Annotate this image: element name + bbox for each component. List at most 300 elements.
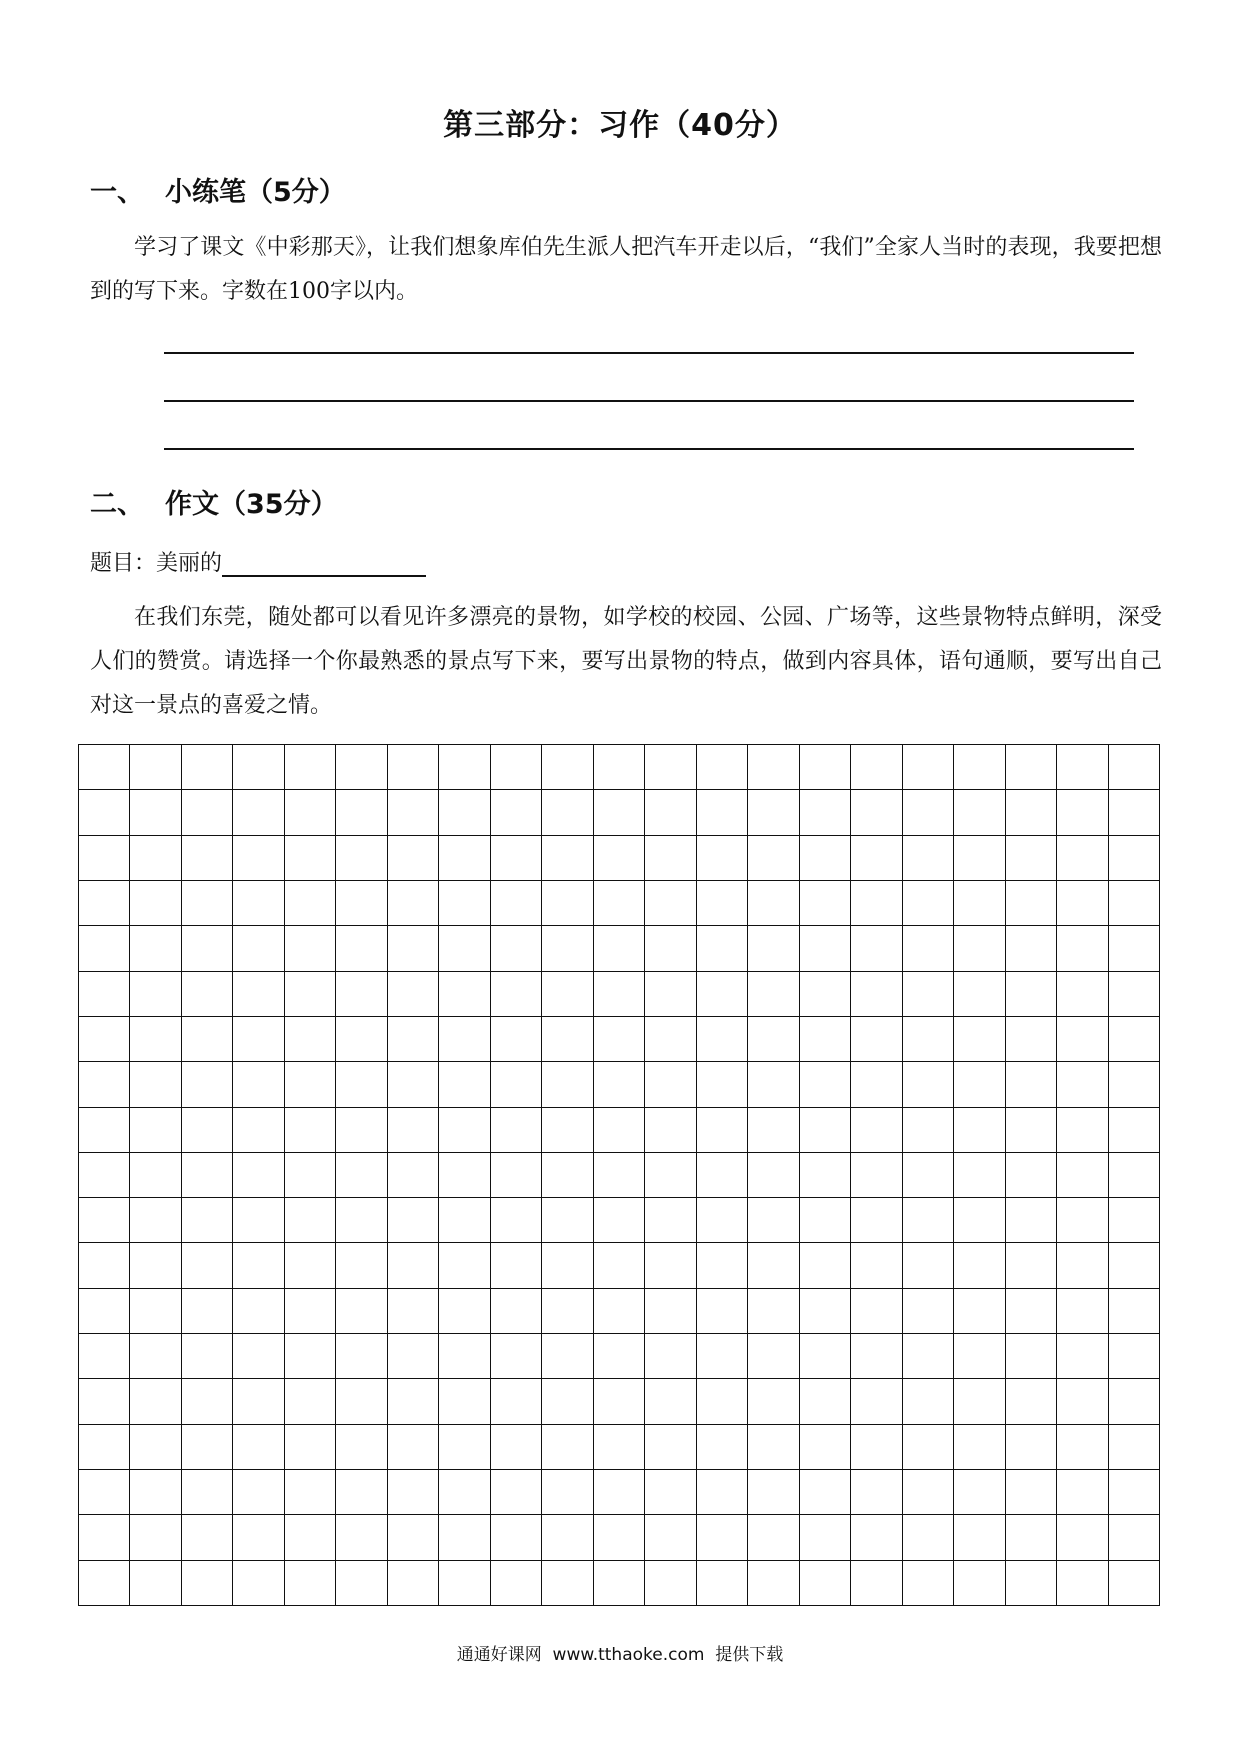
grid-cell[interactable]	[954, 1515, 1005, 1560]
grid-cell[interactable]	[1006, 1561, 1057, 1606]
grid-cell[interactable]	[594, 972, 645, 1017]
grid-cell[interactable]	[1109, 745, 1160, 790]
grid-cell[interactable]	[800, 1153, 851, 1198]
grid-cell[interactable]	[285, 1198, 336, 1243]
grid-cell[interactable]	[903, 1425, 954, 1470]
grid-cell[interactable]	[645, 836, 696, 881]
grid-cell[interactable]	[491, 1334, 542, 1379]
grid-cell[interactable]	[233, 836, 284, 881]
grid-cell[interactable]	[1006, 1153, 1057, 1198]
grid-cell[interactable]	[388, 881, 439, 926]
grid-cell[interactable]	[594, 1334, 645, 1379]
grid-cell[interactable]	[130, 1379, 181, 1424]
grid-cell[interactable]	[851, 1198, 902, 1243]
grid-cell[interactable]	[903, 790, 954, 835]
grid-cell[interactable]	[748, 1379, 799, 1424]
grid-cell[interactable]	[1006, 1198, 1057, 1243]
grid-cell[interactable]	[1006, 1243, 1057, 1288]
grid-cell[interactable]	[182, 1379, 233, 1424]
grid-cell[interactable]	[233, 1515, 284, 1560]
grid-cell[interactable]	[233, 1108, 284, 1153]
grid-cell[interactable]	[182, 1243, 233, 1288]
grid-cell[interactable]	[903, 745, 954, 790]
grid-cell[interactable]	[1109, 1153, 1160, 1198]
grid-cell[interactable]	[542, 1470, 593, 1515]
grid-cell[interactable]	[645, 745, 696, 790]
grid-cell[interactable]	[954, 1379, 1005, 1424]
grid-cell[interactable]	[697, 926, 748, 971]
grid-cell[interactable]	[954, 1062, 1005, 1107]
grid-cell[interactable]	[954, 1470, 1005, 1515]
grid-cell[interactable]	[542, 1515, 593, 1560]
grid-cell[interactable]	[285, 1108, 336, 1153]
grid-cell[interactable]	[1057, 881, 1108, 926]
grid-cell[interactable]	[1057, 745, 1108, 790]
grid-cell[interactable]	[491, 1425, 542, 1470]
grid-cell[interactable]	[1057, 1334, 1108, 1379]
grid-cell[interactable]	[594, 1062, 645, 1107]
grid-cell[interactable]	[594, 1561, 645, 1606]
grid-cell[interactable]	[182, 790, 233, 835]
grid-cell[interactable]	[748, 926, 799, 971]
grid-cell[interactable]	[285, 1379, 336, 1424]
grid-cell[interactable]	[130, 1561, 181, 1606]
grid-cell[interactable]	[439, 1379, 490, 1424]
grid-cell[interactable]	[542, 1334, 593, 1379]
grid-cell[interactable]	[851, 836, 902, 881]
grid-cell[interactable]	[800, 1379, 851, 1424]
answer-line[interactable]	[164, 448, 1134, 450]
grid-cell[interactable]	[800, 926, 851, 971]
grid-cell[interactable]	[130, 790, 181, 835]
grid-cell[interactable]	[594, 1515, 645, 1560]
grid-cell[interactable]	[594, 1108, 645, 1153]
grid-cell[interactable]	[79, 1561, 130, 1606]
grid-cell[interactable]	[903, 1561, 954, 1606]
answer-line[interactable]	[164, 352, 1134, 354]
grid-cell[interactable]	[1057, 1470, 1108, 1515]
grid-cell[interactable]	[491, 881, 542, 926]
grid-cell[interactable]	[1057, 926, 1108, 971]
grid-cell[interactable]	[233, 1425, 284, 1470]
grid-cell[interactable]	[439, 745, 490, 790]
grid-cell[interactable]	[182, 926, 233, 971]
grid-cell[interactable]	[388, 1243, 439, 1288]
grid-cell[interactable]	[851, 972, 902, 1017]
grid-cell[interactable]	[1057, 1198, 1108, 1243]
grid-cell[interactable]	[903, 1379, 954, 1424]
grid-cell[interactable]	[645, 1561, 696, 1606]
grid-cell[interactable]	[491, 836, 542, 881]
grid-cell[interactable]	[233, 1334, 284, 1379]
grid-cell[interactable]	[79, 972, 130, 1017]
grid-cell[interactable]	[285, 1515, 336, 1560]
grid-cell[interactable]	[336, 1108, 387, 1153]
grid-cell[interactable]	[79, 1289, 130, 1334]
grid-cell[interactable]	[645, 972, 696, 1017]
grid-cell[interactable]	[336, 1243, 387, 1288]
grid-cell[interactable]	[336, 1289, 387, 1334]
grid-cell[interactable]	[645, 1062, 696, 1107]
grid-cell[interactable]	[1109, 1062, 1160, 1107]
grid-cell[interactable]	[130, 1017, 181, 1062]
grid-cell[interactable]	[954, 1198, 1005, 1243]
grid-cell[interactable]	[182, 1334, 233, 1379]
grid-cell[interactable]	[79, 1108, 130, 1153]
grid-cell[interactable]	[1057, 1153, 1108, 1198]
grid-cell[interactable]	[439, 1017, 490, 1062]
grid-cell[interactable]	[491, 1515, 542, 1560]
grid-cell[interactable]	[594, 881, 645, 926]
grid-cell[interactable]	[1057, 1062, 1108, 1107]
grid-cell[interactable]	[1109, 790, 1160, 835]
grid-cell[interactable]	[182, 745, 233, 790]
grid-cell[interactable]	[851, 881, 902, 926]
grid-cell[interactable]	[903, 1470, 954, 1515]
grid-cell[interactable]	[388, 926, 439, 971]
grid-cell[interactable]	[439, 1425, 490, 1470]
grid-cell[interactable]	[182, 972, 233, 1017]
grid-cell[interactable]	[1057, 1289, 1108, 1334]
grid-cell[interactable]	[851, 1243, 902, 1288]
grid-cell[interactable]	[130, 1470, 181, 1515]
grid-cell[interactable]	[1006, 881, 1057, 926]
grid-cell[interactable]	[903, 972, 954, 1017]
grid-cell[interactable]	[1006, 1289, 1057, 1334]
grid-cell[interactable]	[1109, 926, 1160, 971]
grid-cell[interactable]	[1057, 972, 1108, 1017]
grid-cell[interactable]	[1006, 790, 1057, 835]
grid-cell[interactable]	[285, 1062, 336, 1107]
grid-cell[interactable]	[1109, 1243, 1160, 1288]
grid-cell[interactable]	[748, 1108, 799, 1153]
grid-cell[interactable]	[851, 1062, 902, 1107]
grid-cell[interactable]	[79, 1334, 130, 1379]
grid-cell[interactable]	[79, 1470, 130, 1515]
grid-cell[interactable]	[954, 1334, 1005, 1379]
grid-cell[interactable]	[800, 1017, 851, 1062]
grid-cell[interactable]	[903, 881, 954, 926]
grid-cell[interactable]	[388, 790, 439, 835]
grid-cell[interactable]	[800, 745, 851, 790]
grid-cell[interactable]	[182, 1470, 233, 1515]
grid-cell[interactable]	[336, 1198, 387, 1243]
grid-cell[interactable]	[1057, 1515, 1108, 1560]
grid-cell[interactable]	[182, 1198, 233, 1243]
grid-cell[interactable]	[1109, 1470, 1160, 1515]
grid-cell[interactable]	[851, 745, 902, 790]
grid-cell[interactable]	[439, 1243, 490, 1288]
grid-cell[interactable]	[542, 790, 593, 835]
grid-cell[interactable]	[903, 1062, 954, 1107]
grid-cell[interactable]	[800, 1289, 851, 1334]
grid-cell[interactable]	[79, 1515, 130, 1560]
grid-cell[interactable]	[1006, 1379, 1057, 1424]
grid-cell[interactable]	[79, 1017, 130, 1062]
grid-cell[interactable]	[851, 1108, 902, 1153]
grid-cell[interactable]	[439, 1515, 490, 1560]
grid-cell[interactable]	[130, 1198, 181, 1243]
grid-cell[interactable]	[594, 745, 645, 790]
grid-cell[interactable]	[1006, 1470, 1057, 1515]
grid-cell[interactable]	[388, 972, 439, 1017]
grid-cell[interactable]	[542, 1289, 593, 1334]
grid-cell[interactable]	[954, 1108, 1005, 1153]
grid-cell[interactable]	[954, 881, 1005, 926]
grid-cell[interactable]	[285, 972, 336, 1017]
grid-cell[interactable]	[1109, 1334, 1160, 1379]
grid-cell[interactable]	[388, 836, 439, 881]
grid-cell[interactable]	[697, 1470, 748, 1515]
grid-cell[interactable]	[1057, 1243, 1108, 1288]
grid-cell[interactable]	[130, 745, 181, 790]
grid-cell[interactable]	[748, 1425, 799, 1470]
grid-cell[interactable]	[954, 1017, 1005, 1062]
grid-cell[interactable]	[182, 1289, 233, 1334]
grid-cell[interactable]	[491, 1153, 542, 1198]
grid-cell[interactable]	[697, 1198, 748, 1243]
grid-cell[interactable]	[130, 1062, 181, 1107]
grid-cell[interactable]	[851, 1425, 902, 1470]
grid-cell[interactable]	[491, 1062, 542, 1107]
grid-cell[interactable]	[285, 1153, 336, 1198]
grid-cell[interactable]	[645, 1243, 696, 1288]
grid-cell[interactable]	[697, 1334, 748, 1379]
grid-cell[interactable]	[954, 790, 1005, 835]
grid-cell[interactable]	[1109, 1425, 1160, 1470]
grid-cell[interactable]	[851, 1561, 902, 1606]
grid-cell[interactable]	[542, 836, 593, 881]
grid-cell[interactable]	[439, 926, 490, 971]
grid-cell[interactable]	[851, 1017, 902, 1062]
grid-cell[interactable]	[594, 1153, 645, 1198]
grid-cell[interactable]	[542, 745, 593, 790]
answer-line[interactable]	[164, 400, 1134, 402]
grid-cell[interactable]	[748, 745, 799, 790]
grid-cell[interactable]	[542, 1379, 593, 1424]
grid-cell[interactable]	[130, 881, 181, 926]
grid-cell[interactable]	[233, 926, 284, 971]
grid-cell[interactable]	[439, 1062, 490, 1107]
grid-cell[interactable]	[542, 1153, 593, 1198]
grid-cell[interactable]	[130, 1153, 181, 1198]
grid-cell[interactable]	[1006, 1515, 1057, 1560]
grid-cell[interactable]	[542, 1017, 593, 1062]
grid-cell[interactable]	[1109, 881, 1160, 926]
grid-cell[interactable]	[697, 1379, 748, 1424]
grid-cell[interactable]	[697, 881, 748, 926]
grid-cell[interactable]	[697, 1062, 748, 1107]
grid-cell[interactable]	[645, 1153, 696, 1198]
grid-cell[interactable]	[645, 1470, 696, 1515]
grid-cell[interactable]	[954, 1153, 1005, 1198]
grid-cell[interactable]	[233, 1379, 284, 1424]
grid-cell[interactable]	[800, 836, 851, 881]
grid-cell[interactable]	[1006, 1425, 1057, 1470]
grid-cell[interactable]	[697, 745, 748, 790]
grid-cell[interactable]	[800, 1561, 851, 1606]
grid-cell[interactable]	[748, 1243, 799, 1288]
grid-cell[interactable]	[594, 790, 645, 835]
grid-cell[interactable]	[491, 1470, 542, 1515]
grid-cell[interactable]	[645, 1198, 696, 1243]
grid-cell[interactable]	[1109, 972, 1160, 1017]
grid-cell[interactable]	[491, 972, 542, 1017]
grid-cell[interactable]	[336, 1334, 387, 1379]
grid-cell[interactable]	[285, 1243, 336, 1288]
grid-cell[interactable]	[233, 745, 284, 790]
grid-cell[interactable]	[697, 1515, 748, 1560]
grid-cell[interactable]	[130, 1425, 181, 1470]
grid-cell[interactable]	[79, 1425, 130, 1470]
grid-cell[interactable]	[645, 1379, 696, 1424]
grid-cell[interactable]	[851, 926, 902, 971]
grid-cell[interactable]	[388, 1153, 439, 1198]
grid-cell[interactable]	[697, 836, 748, 881]
grid-cell[interactable]	[697, 1108, 748, 1153]
grid-cell[interactable]	[594, 1243, 645, 1288]
grid-cell[interactable]	[1109, 1017, 1160, 1062]
grid-cell[interactable]	[182, 1017, 233, 1062]
grid-cell[interactable]	[851, 1334, 902, 1379]
grid-cell[interactable]	[697, 1017, 748, 1062]
grid-cell[interactable]	[285, 745, 336, 790]
grid-cell[interactable]	[800, 1243, 851, 1288]
grid-cell[interactable]	[130, 1289, 181, 1334]
grid-cell[interactable]	[182, 1515, 233, 1560]
grid-cell[interactable]	[285, 926, 336, 971]
topic-blank-field[interactable]	[222, 551, 426, 577]
grid-cell[interactable]	[1006, 1334, 1057, 1379]
grid-cell[interactable]	[594, 1379, 645, 1424]
grid-cell[interactable]	[130, 926, 181, 971]
grid-cell[interactable]	[542, 1243, 593, 1288]
grid-cell[interactable]	[851, 1379, 902, 1424]
grid-cell[interactable]	[645, 1108, 696, 1153]
grid-cell[interactable]	[542, 1425, 593, 1470]
grid-cell[interactable]	[439, 1334, 490, 1379]
grid-cell[interactable]	[1109, 836, 1160, 881]
grid-cell[interactable]	[645, 1289, 696, 1334]
grid-cell[interactable]	[594, 1470, 645, 1515]
grid-cell[interactable]	[697, 1561, 748, 1606]
grid-cell[interactable]	[439, 881, 490, 926]
grid-cell[interactable]	[748, 1561, 799, 1606]
grid-cell[interactable]	[800, 1515, 851, 1560]
grid-cell[interactable]	[491, 745, 542, 790]
grid-cell[interactable]	[233, 1062, 284, 1107]
grid-cell[interactable]	[233, 1017, 284, 1062]
grid-cell[interactable]	[233, 1561, 284, 1606]
grid-cell[interactable]	[388, 1470, 439, 1515]
grid-cell[interactable]	[954, 972, 1005, 1017]
grid-cell[interactable]	[233, 1243, 284, 1288]
grid-cell[interactable]	[851, 1153, 902, 1198]
grid-cell[interactable]	[130, 1108, 181, 1153]
grid-cell[interactable]	[233, 1289, 284, 1334]
grid-cell[interactable]	[645, 926, 696, 971]
grid-cell[interactable]	[336, 1379, 387, 1424]
grid-cell[interactable]	[285, 1017, 336, 1062]
grid-cell[interactable]	[233, 1153, 284, 1198]
grid-cell[interactable]	[954, 1243, 1005, 1288]
grid-cell[interactable]	[285, 1470, 336, 1515]
grid-cell[interactable]	[645, 1425, 696, 1470]
grid-cell[interactable]	[542, 972, 593, 1017]
grid-cell[interactable]	[542, 881, 593, 926]
grid-cell[interactable]	[954, 1425, 1005, 1470]
grid-cell[interactable]	[182, 1425, 233, 1470]
grid-cell[interactable]	[748, 1289, 799, 1334]
grid-cell[interactable]	[748, 836, 799, 881]
grid-cell[interactable]	[182, 1561, 233, 1606]
grid-cell[interactable]	[748, 1153, 799, 1198]
grid-cell[interactable]	[285, 881, 336, 926]
grid-cell[interactable]	[439, 1153, 490, 1198]
grid-cell[interactable]	[800, 1198, 851, 1243]
grid-cell[interactable]	[439, 1561, 490, 1606]
grid-cell[interactable]	[130, 972, 181, 1017]
grid-cell[interactable]	[388, 1198, 439, 1243]
grid-cell[interactable]	[903, 1108, 954, 1153]
grid-cell[interactable]	[79, 836, 130, 881]
grid-cell[interactable]	[182, 836, 233, 881]
grid-cell[interactable]	[645, 1334, 696, 1379]
grid-cell[interactable]	[336, 1425, 387, 1470]
grid-cell[interactable]	[954, 926, 1005, 971]
grid-cell[interactable]	[645, 1515, 696, 1560]
grid-cell[interactable]	[130, 1243, 181, 1288]
grid-cell[interactable]	[439, 1289, 490, 1334]
grid-cell[interactable]	[285, 1561, 336, 1606]
grid-cell[interactable]	[851, 790, 902, 835]
grid-cell[interactable]	[491, 926, 542, 971]
grid-cell[interactable]	[748, 790, 799, 835]
grid-cell[interactable]	[748, 972, 799, 1017]
grid-cell[interactable]	[388, 1379, 439, 1424]
grid-cell[interactable]	[336, 926, 387, 971]
grid-cell[interactable]	[1109, 1289, 1160, 1334]
grid-cell[interactable]	[491, 1108, 542, 1153]
grid-cell[interactable]	[748, 1334, 799, 1379]
grid-cell[interactable]	[748, 1198, 799, 1243]
grid-cell[interactable]	[800, 790, 851, 835]
grid-cell[interactable]	[1006, 1062, 1057, 1107]
grid-cell[interactable]	[285, 836, 336, 881]
grid-cell[interactable]	[336, 1017, 387, 1062]
grid-cell[interactable]	[79, 790, 130, 835]
grid-cell[interactable]	[182, 1062, 233, 1107]
grid-cell[interactable]	[645, 790, 696, 835]
grid-cell[interactable]	[903, 1289, 954, 1334]
grid-cell[interactable]	[1109, 1108, 1160, 1153]
grid-cell[interactable]	[1109, 1379, 1160, 1424]
grid-cell[interactable]	[388, 1425, 439, 1470]
grid-cell[interactable]	[903, 926, 954, 971]
writing-grid[interactable]	[78, 744, 1160, 1606]
grid-cell[interactable]	[594, 836, 645, 881]
grid-cell[interactable]	[1006, 926, 1057, 971]
grid-cell[interactable]	[594, 1198, 645, 1243]
grid-cell[interactable]	[1006, 1108, 1057, 1153]
grid-cell[interactable]	[954, 836, 1005, 881]
grid-cell[interactable]	[748, 1515, 799, 1560]
grid-cell[interactable]	[697, 972, 748, 1017]
grid-cell[interactable]	[748, 1062, 799, 1107]
grid-cell[interactable]	[439, 1108, 490, 1153]
grid-cell[interactable]	[388, 1515, 439, 1560]
grid-cell[interactable]	[491, 1379, 542, 1424]
